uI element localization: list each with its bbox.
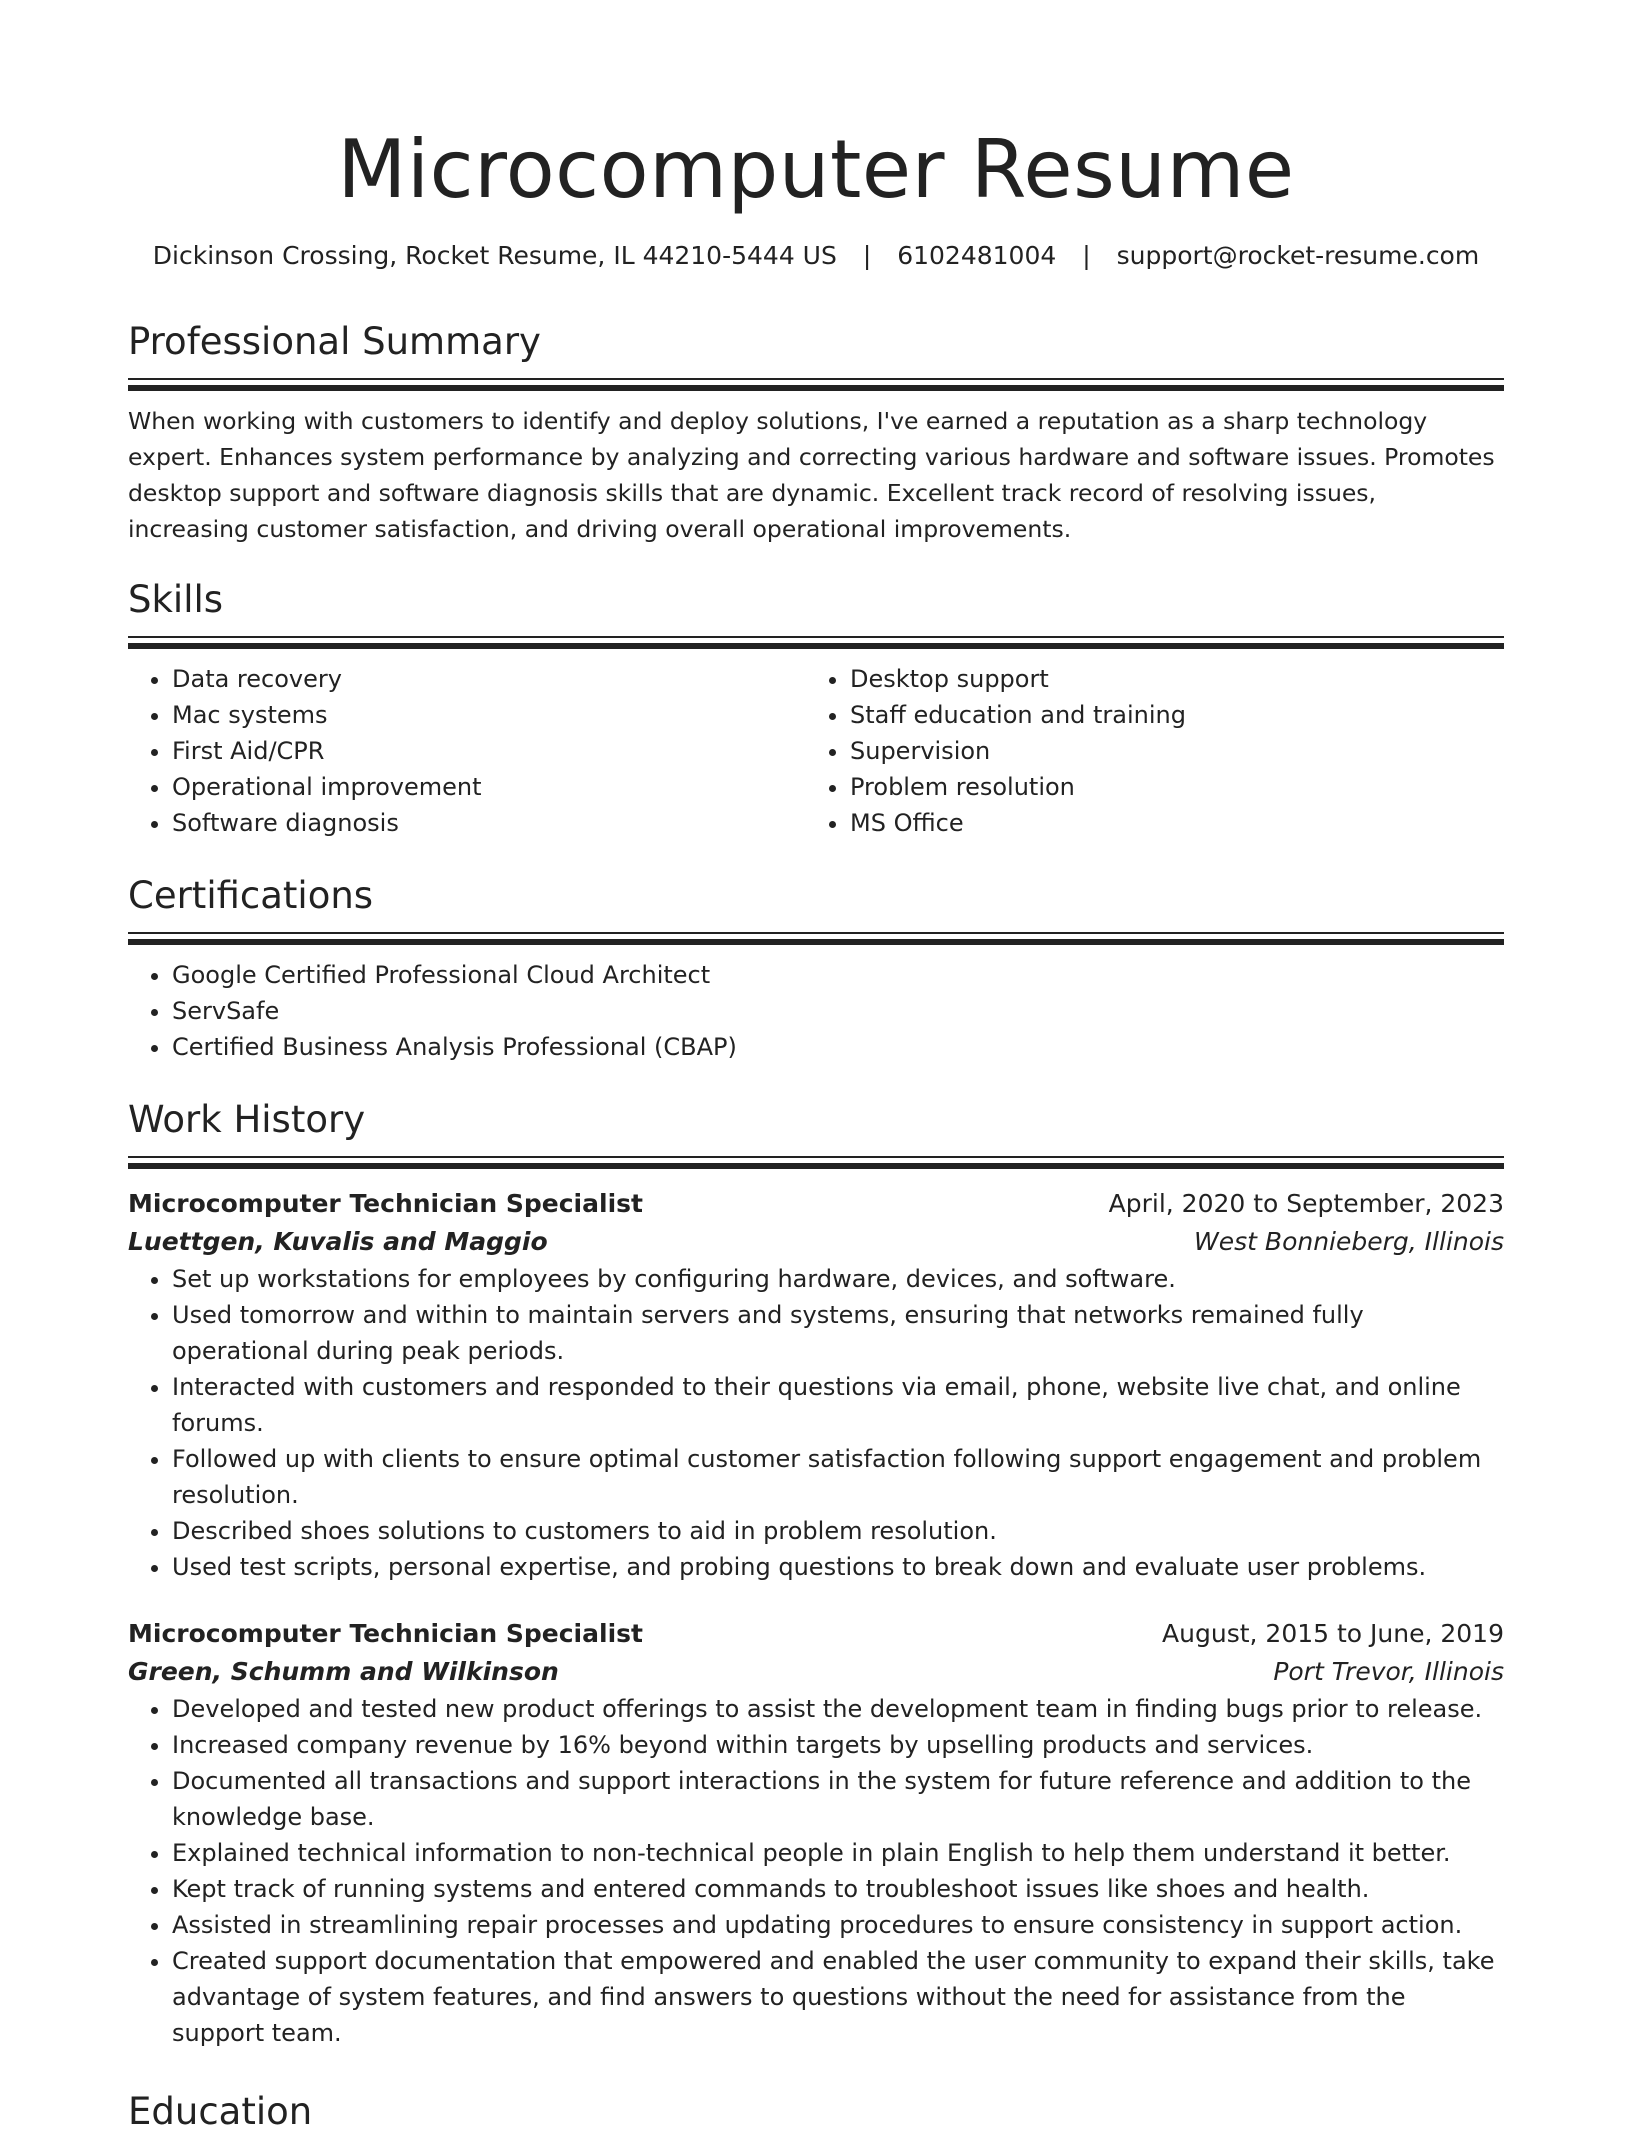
job-company: Green, Schumm and Wilkinson — [128, 1657, 559, 1686]
skill-item: • Desktop support — [850, 661, 1484, 697]
skill-item: • Staff education and training — [850, 697, 1484, 733]
job-subheader — [128, 1223, 1504, 1261]
job-duty-item: • Created support documentation that empowered and enabled the user community to expand their skills, take advantage of system features, and find answers to questions without the need for assistance from the support team. — [172, 1943, 1504, 2051]
job-duty-item: • Kept track of running systems and entered commands to troubleshoot issues like shoes and health. — [172, 1871, 1504, 1907]
job-duty-item: • Documented all transactions and support interactions in the system for future reference and addition to the knowledge base. — [172, 1763, 1504, 1835]
skill-item: • MS Office — [850, 805, 1484, 841]
job-duty-item: • Interacted with customers and responded to their questions via email, phone, website live chat, and online forums. — [172, 1369, 1504, 1441]
section-heading-certifications: Certifications — [128, 874, 374, 917]
contact-separator: | — [1082, 241, 1091, 270]
job-header — [128, 1615, 1504, 1653]
skill-item: • Supervision — [850, 733, 1484, 769]
job-title: Microcomputer Technician Specialist — [128, 1189, 643, 1218]
job-duty-item: • Assisted in streamlining repair processes and updating procedures to ensure consistency in support action. — [172, 1907, 1504, 1943]
section-heading-summary: Professional Summary — [128, 320, 541, 363]
skills-column-right — [806, 661, 1484, 841]
contact-phone: 6102481004 — [897, 241, 1057, 270]
job-location: West Bonnieberg, Illinois — [1194, 1227, 1504, 1256]
section-divider — [128, 378, 1504, 391]
page-title: Microcomputer Resume — [337, 123, 1295, 216]
job-entry — [128, 1615, 1504, 2051]
job-duty-item: • Described shoes solutions to customers to aid in problem resolution. — [172, 1513, 1504, 1549]
contact-address: Dickinson Crossing, Rocket Resume, IL 44210-5444 US — [152, 241, 837, 270]
job-company: Luettgen, Kuvalis and Maggio — [128, 1227, 548, 1256]
job-duty-item: • Developed and tested new product offerings to assist the development team in finding bugs prior to release. — [172, 1691, 1504, 1727]
skill-item: • Problem resolution — [850, 769, 1484, 805]
certification-item: • Google Certified Professional Cloud Architect — [172, 957, 1504, 993]
section-heading-work: Work History — [128, 1098, 366, 1141]
skill-item: • Operational improvement — [172, 769, 806, 805]
job-dates: April, 2020 to September, 2023 — [1108, 1189, 1504, 1218]
job-duty-item: • Increased company revenue by 16% beyond within targets by upselling products and services. — [172, 1727, 1504, 1763]
contact-email: support@rocket-resume.com — [1116, 241, 1480, 270]
skill-item: • First Aid/CPR — [172, 733, 806, 769]
job-subheader — [128, 1653, 1504, 1691]
job-duties — [128, 1691, 1504, 2051]
summary-section — [128, 318, 1504, 547]
section-divider — [128, 1156, 1504, 1169]
skill-item: • Mac systems — [172, 697, 806, 733]
job-dates: August, 2015 to June, 2019 — [1162, 1619, 1504, 1648]
skills-section — [128, 576, 1504, 841]
job-duty-item: • Followed up with clients to ensure optimal customer satisfaction following support engagement and problem resolution. — [172, 1441, 1504, 1513]
section-heading-skills: Skills — [128, 578, 224, 621]
section-heading-education: Education — [128, 2090, 313, 2133]
work-history-section — [128, 1096, 1504, 2051]
skill-item: • Data recovery — [172, 661, 806, 697]
job-location: Port Trevor, Illinois — [1273, 1657, 1504, 1686]
contact-separator: | — [862, 241, 872, 270]
job-header — [128, 1185, 1504, 1223]
certification-item: • Certified Business Analysis Professional (CBAP) — [172, 1029, 1504, 1065]
job-duty-item: • Used tomorrow and within to maintain servers and systems, ensuring that networks remained fully operational during peak periods. — [172, 1297, 1504, 1369]
summary-text: When working with customers to identify and deploy solutions, I've earned a reputation as a sharp technology expert. Enhances system performance by analyzing and correcting various hardware and software issues. Promotes desktop support and software diagnosis skills that are dynamic. Excellent track record of resolving issues, increasing customer satisfaction, and driving overall operational improvements. — [128, 407, 1495, 543]
education-section — [128, 2088, 1504, 2136]
section-divider — [128, 932, 1504, 945]
section-divider — [128, 636, 1504, 649]
skills-columns — [128, 661, 1504, 841]
job-duty-item: • Set up workstations for employees by configuring hardware, devices, and software. — [172, 1261, 1504, 1297]
certification-item: • ServSafe — [172, 993, 1504, 1029]
job-duty-item: • Explained technical information to non-technical people in plain English to help them understand it better. — [172, 1835, 1504, 1871]
job-duties — [128, 1261, 1504, 1585]
contact-line — [128, 238, 1504, 274]
skill-item: • Software diagnosis — [172, 805, 806, 841]
job-entry — [128, 1185, 1504, 1585]
certifications-section — [128, 872, 1504, 1065]
skills-column-left — [128, 661, 806, 841]
job-duty-item: • Used test scripts, personal expertise, and probing questions to break down and evaluate user problems. — [172, 1549, 1504, 1585]
job-title: Microcomputer Technician Specialist — [128, 1619, 643, 1648]
